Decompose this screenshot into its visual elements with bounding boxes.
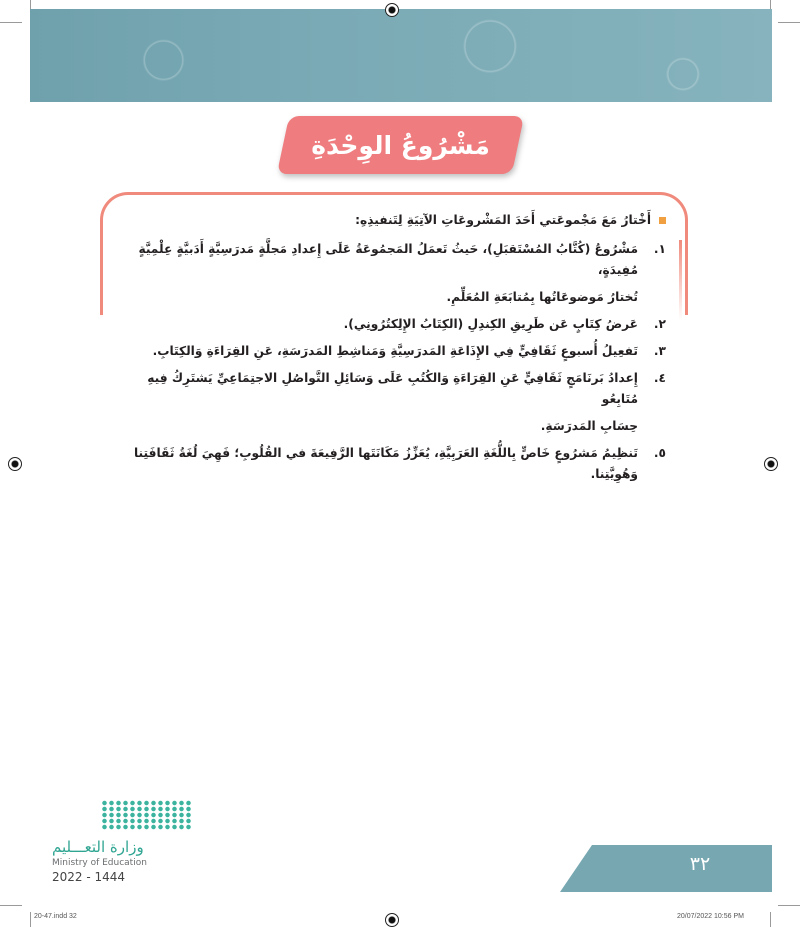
crop-mark bbox=[770, 912, 771, 927]
item-text: إِعدادُ بَرنَامَجٍ ثَقَافِيٍّ عَنِ القِرَاءَةِ وَالكُتُبِ عَلَى وَسَائِلِ التَّواصُلِ الاجتِمَاعِيِّ يَشتَرِكُ فِيهِ مُتَابِعُو bbox=[147, 371, 638, 406]
project-list bbox=[118, 210, 666, 491]
item-text: تَنظِيمُ مَشرُوعٍ خَاصٍّ بِاللُّغَةِ العَرَبِيَّةِ، يُعَزِّزُ مَكَانَتَها الرَّفِيعَةَ في القُلُوبِ؛ فَهِيَ لُغَةُ ثَقَافَتِنا وَهُوِيَّتِنا. bbox=[133, 446, 638, 481]
frame-left-edge bbox=[100, 240, 103, 320]
item-text: مَشْرُوعُ (كُتَّابُ المُسْتَقبَلِ)، حَيثُ تَعمَلُ المَجمُوعَةُ عَلَى إِعدادِ مَجلَّةٍ مَدرَسِيَّةٍ أَدَبيَّةٍ عِلْمِيَّةٍ مُفِيدَةٍ، bbox=[138, 242, 638, 277]
item-number: ٣. bbox=[653, 344, 666, 358]
header-pattern bbox=[30, 9, 772, 102]
crop-mark bbox=[778, 905, 800, 906]
page-number: ٣٢ bbox=[689, 853, 711, 875]
item-number: ٥. bbox=[653, 446, 666, 460]
item-text: تَفعِيلُ أُسبوعٍ ثَقَافِيٍّ فِي الإِذَاعَةِ المَدرَسِيَّةِ وَمَناشِطِ المَدرَسَةِ، عَنِ القِرَاءَةِ وَالكِتَابِ. bbox=[152, 344, 638, 358]
page-title: مَشْرُوعُ الوِحْدَةِ bbox=[311, 130, 490, 160]
file-slug: 20-47.indd 32 bbox=[34, 913, 77, 920]
list-item bbox=[118, 314, 666, 335]
registration-mark-icon bbox=[385, 3, 399, 17]
edition-year: 2022 - 1444 bbox=[52, 870, 126, 884]
crop-mark bbox=[778, 22, 800, 23]
item-number: ١. bbox=[653, 242, 666, 256]
ministry-name-english: Ministry of Education bbox=[52, 858, 147, 868]
print-timestamp: 20/07/2022 10:56 PM bbox=[677, 913, 744, 920]
ministry-logo bbox=[52, 800, 202, 890]
vision-logo-icon bbox=[101, 800, 191, 830]
intro-line bbox=[118, 210, 666, 231]
registration-mark-icon bbox=[764, 457, 778, 471]
crop-mark bbox=[30, 0, 31, 9]
item-number: ٤. bbox=[653, 371, 666, 385]
crop-mark bbox=[770, 0, 771, 9]
registration-mark-icon bbox=[385, 913, 399, 927]
ministry-name-arabic: وزارة التعـــليم bbox=[52, 838, 144, 856]
crop-mark bbox=[30, 912, 31, 927]
item-continuation: تُختارُ مَوضوعَاتُها بِمُتابَعَةِ المُعَلِّمِ. bbox=[446, 290, 638, 304]
bullet-icon bbox=[659, 217, 666, 224]
intro-text: أَخْتارُ مَعَ مَجْموعَتي أَحَدَ المَشْروعَاتِ الآتِيَةِ لِتَنفيذِهِ: bbox=[355, 213, 651, 227]
crop-mark bbox=[0, 22, 22, 23]
registration-mark-icon bbox=[8, 457, 22, 471]
item-continuation: حِسَابِ المَدرَسَةِ. bbox=[540, 419, 638, 433]
header-band bbox=[30, 9, 772, 102]
item-number: ٢. bbox=[653, 317, 666, 331]
list-item bbox=[118, 368, 666, 437]
list-item bbox=[118, 443, 666, 485]
crop-mark bbox=[0, 905, 22, 906]
item-text: عَرضُ كِتَابٍ عَن طَرِيقِ الكِندِلِ (الكِتَابُ الإِلِكتُرُونِي). bbox=[343, 317, 638, 331]
frame-right-edge bbox=[679, 240, 682, 320]
list-item bbox=[118, 341, 666, 362]
list-item bbox=[118, 239, 666, 308]
